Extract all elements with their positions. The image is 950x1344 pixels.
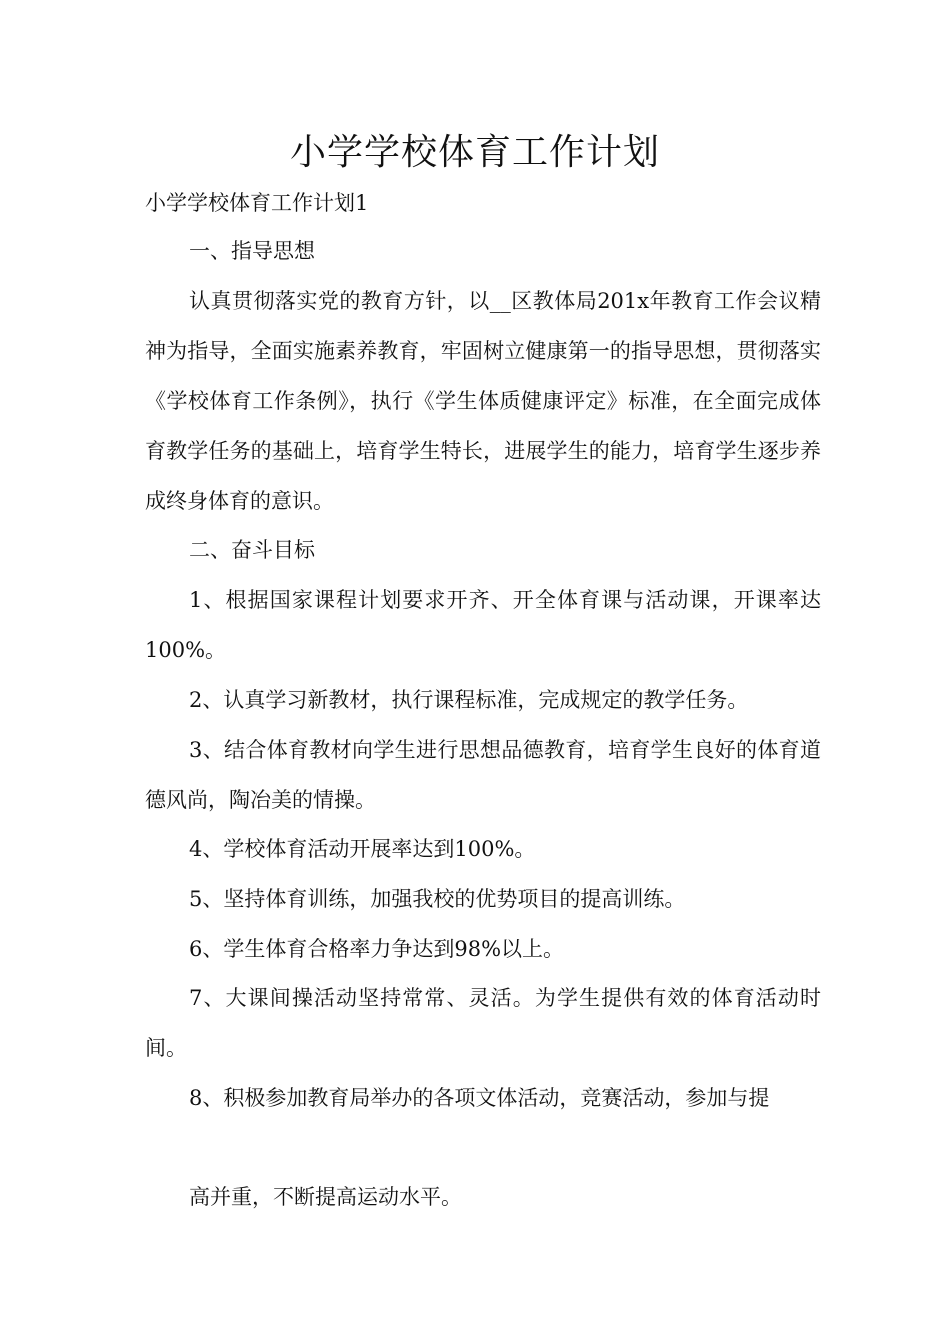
goal-item: 4、学校体育活动开展率达到100%。 bbox=[189, 837, 536, 861]
section-heading-goals: 二、奋斗目标 bbox=[189, 538, 315, 562]
paragraph-guiding-thought: 认真贯彻落实党的教育方针，以__区教体局201x年教育工作会议精神为指导，全面实施素养教育，牢固树立健康第一的指导思想，贯彻落实《学校体育工作条例》，执行《学生体质健康评定》标准，在全面完成体育教学任务的基础上，培育学生特长，进展学生的能力，培育学生逐步养成终身体育的意识。 bbox=[145, 289, 821, 513]
goal-item-continuation: 高并重，不断提高运动水平。 bbox=[189, 1185, 462, 1209]
goal-item: 5、坚持体育训练，加强我校的优势项目的提高训练。 bbox=[189, 887, 686, 911]
page-title: 小学学校体育工作计划 bbox=[289, 132, 660, 173]
goal-item: 3、结合体育教材向学生进行思想品德教育，培育学生良好的体育道德风尚，陶冶美的情操。 bbox=[145, 738, 821, 812]
goal-item: 2、认真学习新教材，执行课程标准，完成规定的教学任务。 bbox=[189, 688, 749, 712]
section-heading-guiding-thought: 一、指导思想 bbox=[189, 239, 315, 263]
goal-item: 6、学生体育合格率力争达到98%以上。 bbox=[189, 937, 565, 961]
goal-item: 8、积极参加教育局举办的各项文体活动，竞赛活动，参加与提 bbox=[189, 1086, 770, 1110]
goal-item: 7、大课间操活动坚持常常、灵活。为学生提供有效的体育活动时间。 bbox=[145, 986, 821, 1060]
document-subtitle: 小学学校体育工作计划1 bbox=[145, 191, 369, 215]
goal-item: 1、根据国家课程计划要求开齐、开全体育课与活动课，开课率达100%。 bbox=[145, 588, 821, 662]
